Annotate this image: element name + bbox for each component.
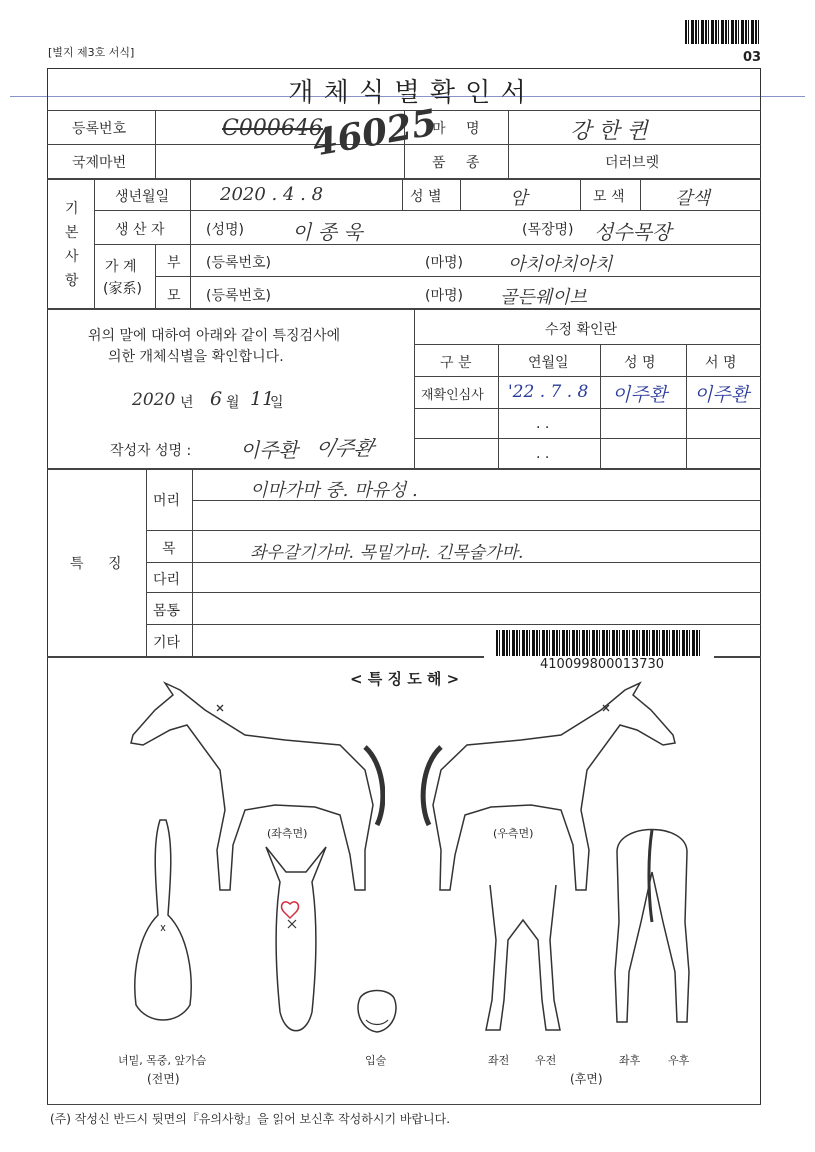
chest-caption: 녀밑, 목중, 앞가슴 (118, 1054, 207, 1067)
revision-row3-date: . . (536, 446, 550, 462)
confirm-day-label: 일 (270, 395, 284, 411)
basic-label-1: 기 (65, 201, 79, 217)
writer-signature: 이주환 (312, 436, 377, 460)
intl-no-label: 국제마번 (72, 155, 127, 171)
revision-header-name: 성 명 (624, 355, 656, 371)
revision-row1-date: '22 . 7 . 8 (508, 382, 589, 402)
sire-name-value: 아치아치아치 (508, 254, 613, 275)
sire-name-label: (마명) (425, 255, 463, 271)
dam-name-label: (마명) (425, 288, 463, 304)
feature-legs-label: 다리 (153, 572, 181, 588)
diagram-title: < 특 징 도 해 > (350, 670, 460, 688)
lip-caption: 입술 (365, 1054, 387, 1067)
pedigree-label: 가 계 (105, 259, 137, 275)
revision-title: 수정 확인란 (545, 322, 618, 338)
front-view-caption: (전면) (147, 1072, 180, 1086)
confirm-line-1: 위의 말에 대하여 아래와 같이 특징검사에 (88, 328, 341, 344)
horse-name-value: 강 한 퀸 (570, 119, 648, 144)
birth-label: 생년월일 (115, 189, 170, 205)
sire-label: 부 (167, 255, 181, 271)
rear-view-drawing (607, 812, 697, 1042)
dam-label: 모 (167, 288, 181, 304)
hind-right-caption: 우후 (668, 1054, 690, 1067)
revision-row1-sign: 이주환 (694, 384, 750, 406)
confirm-day: 11 (250, 388, 275, 410)
revision-header-sign: 서 명 (705, 355, 737, 371)
confirm-year-label: 년 (180, 395, 194, 411)
breeder-label: 생 산 자 (115, 222, 165, 238)
writer-label: 작성자 성명 : (110, 443, 192, 459)
revision-row1-name: 이주환 (612, 384, 668, 406)
reg-no-label: 등록번호 (72, 121, 127, 137)
revision-row1-type: 재확인심사 (421, 388, 484, 403)
feature-head-label: 머리 (153, 493, 181, 509)
revision-header-date: 연월일 (528, 355, 569, 371)
confirm-month: 6 (210, 388, 223, 410)
revision-header-type: 구 분 (440, 355, 472, 371)
rear-view-caption: (후면) (570, 1072, 603, 1086)
farm-value: 성수목장 (594, 220, 672, 244)
barcode-number: 410099800013730 (540, 657, 665, 672)
form-label: [별지 제3호 서식] (48, 46, 135, 59)
basic-label-4: 항 (65, 273, 79, 289)
birth-value: 2020 . 4 . 8 (220, 184, 324, 205)
color-value: 갈색 (675, 188, 710, 209)
breeder-name-value: 이 종 욱 (292, 220, 363, 244)
color-label: 모 색 (593, 189, 625, 205)
front-left-caption: 좌전 (488, 1054, 510, 1067)
features-label: 특 징 (70, 556, 132, 572)
reg-no-value: 46025 (309, 101, 440, 165)
pedigree-label-2: (家系) (103, 281, 142, 297)
feature-neck-value: 좌우갈기가마. 목밑가마. 긴목술가마. (250, 543, 524, 563)
farm-label: (목장명) (522, 222, 574, 238)
dam-name-value: 골든웨이브 (500, 287, 587, 308)
right-side-caption: (우측면) (493, 827, 534, 840)
form-title: 개 체 식 별 확 인 서 (288, 78, 527, 108)
feature-neck-label: 목 (162, 541, 176, 557)
footer-note: (주) 작성신 반드시 뒷면의『유의사항』을 읽어 보신후 작성하시기 바랍니다. (50, 1112, 451, 1126)
chest-front-drawing (128, 815, 198, 1035)
hind-left-caption: 좌후 (619, 1054, 641, 1067)
feature-head-value: 이마가마 중. 마유성 . (250, 480, 418, 501)
reg-no-old: C000646 (222, 116, 323, 141)
top-barcode (685, 20, 761, 44)
revision-row2-date: . . (536, 416, 550, 432)
sex-label: 성 별 (410, 189, 442, 205)
sire-reg-label: (등록번호) (206, 255, 272, 271)
feature-body-label: 몸통 (153, 603, 181, 619)
lip-drawing (352, 988, 402, 1038)
front-right-caption: 우전 (535, 1054, 557, 1067)
basic-label-3: 사 (65, 249, 79, 265)
breed-value: 더러브렛 (605, 155, 660, 171)
confirm-year: 2020 (132, 390, 176, 410)
page-number: 03 (743, 50, 762, 65)
basic-label-2: 본 (65, 225, 79, 241)
breed-label: 품 종 (432, 155, 488, 171)
feature-other-label: 기타 (153, 635, 181, 651)
writer-value: 이주환 (240, 438, 298, 462)
breeder-name-label: (성명) (206, 222, 244, 238)
sex-value: 암 (510, 188, 528, 209)
sticker-barcode-bars (496, 630, 702, 656)
horse-name-label: 마 명 (432, 121, 488, 137)
left-side-caption: (좌측면) (267, 827, 308, 840)
front-legs-drawing (478, 880, 568, 1040)
confirm-line-2: 의한 개체식별을 확인합니다. (108, 349, 284, 365)
head-front-drawing (256, 842, 336, 1042)
confirm-month-label: 월 (226, 395, 240, 411)
dam-reg-label: (등록번호) (206, 288, 272, 304)
